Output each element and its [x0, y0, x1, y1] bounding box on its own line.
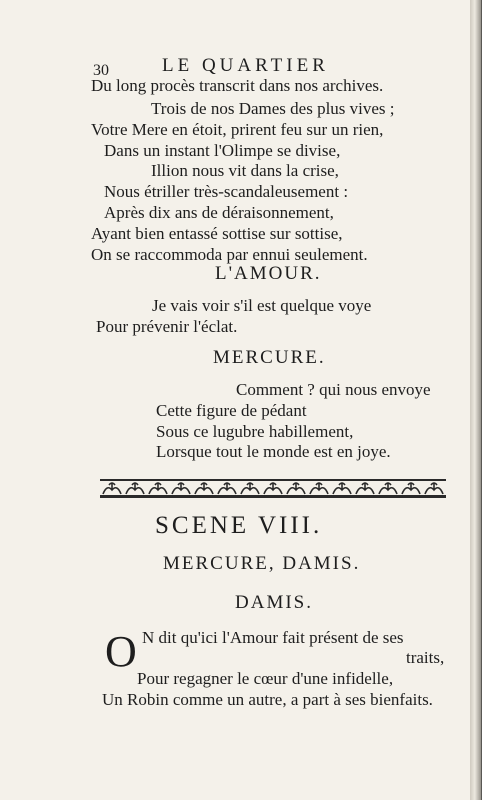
- fleuron-unit: [149, 483, 167, 494]
- fleuron-unit: [425, 483, 443, 494]
- verse-line: Après dix ans de déraisonnement,: [104, 203, 334, 222]
- fleuron-unit: [172, 483, 190, 494]
- verse-line: Pour prévenir l'éclat.: [96, 317, 238, 336]
- fleuron-unit: [356, 483, 374, 494]
- fleuron-unit: [379, 483, 397, 494]
- drop-cap: O: [105, 627, 137, 676]
- verse-line: Votre Mere en étoit, prirent feu sur un rien,: [91, 120, 384, 139]
- scene-characters: MERCURE, DAMIS.: [163, 553, 361, 574]
- fleuron-unit: [402, 483, 420, 494]
- fleuron-unit: [195, 483, 213, 494]
- verse-line: On se raccommoda par ennui seulement.: [91, 245, 368, 264]
- verse-line: traits,: [406, 648, 445, 667]
- scene-title: SCENE VIII.: [155, 512, 323, 539]
- verse-line: Un Robin comme un autre, a part à ses bienfaits.: [102, 690, 433, 709]
- verse-line: Sous ce lugubre habillement,: [156, 422, 354, 441]
- verse-line: Dans un instant l'Olimpe se divise,: [104, 141, 341, 160]
- verse-line: Trois de nos Dames des plus vives ;: [151, 99, 395, 118]
- verse-line: Pour regagner le cœur d'une infidelle,: [137, 669, 394, 688]
- verse-line: Illion nous vit dans la crise,: [151, 161, 339, 180]
- verse-line: Comment ? qui nous envoye: [236, 380, 431, 399]
- fleuron-unit: [218, 483, 236, 494]
- fleuron-unit: [126, 483, 144, 494]
- fleuron-unit: [264, 483, 282, 494]
- page-number: 30: [93, 62, 109, 79]
- fleuron-unit: [241, 483, 259, 494]
- fleuron-unit: [310, 483, 328, 494]
- book-page-edge: [470, 0, 482, 800]
- verse-line: Je vais voir s'il est quelque voye: [152, 296, 372, 315]
- verse-line: N dit qu'ici l'Amour fait présent de ses: [142, 628, 404, 647]
- running-title: LE QUARTIER: [162, 55, 329, 76]
- fleuron-unit: [333, 483, 351, 494]
- speaker-name: DAMIS.: [235, 592, 313, 613]
- verse-line: Lorsque tout le monde est en joye.: [156, 442, 391, 461]
- fleuron-unit: [103, 483, 121, 494]
- verse-line: Nous étriller très-scandaleusement :: [104, 182, 349, 201]
- verse-line: Ayant bien entassé sottise sur sottise,: [91, 224, 343, 243]
- verse-line: Cette figure de pédant: [156, 401, 307, 420]
- speaker-name: MERCURE.: [213, 347, 326, 368]
- verse-line: Du long procès transcrit dans nos archives.: [91, 76, 384, 95]
- fleuron-ornament-band: [100, 478, 446, 500]
- speaker-name: L'AMOUR.: [215, 263, 322, 284]
- fleuron-unit: [287, 483, 305, 494]
